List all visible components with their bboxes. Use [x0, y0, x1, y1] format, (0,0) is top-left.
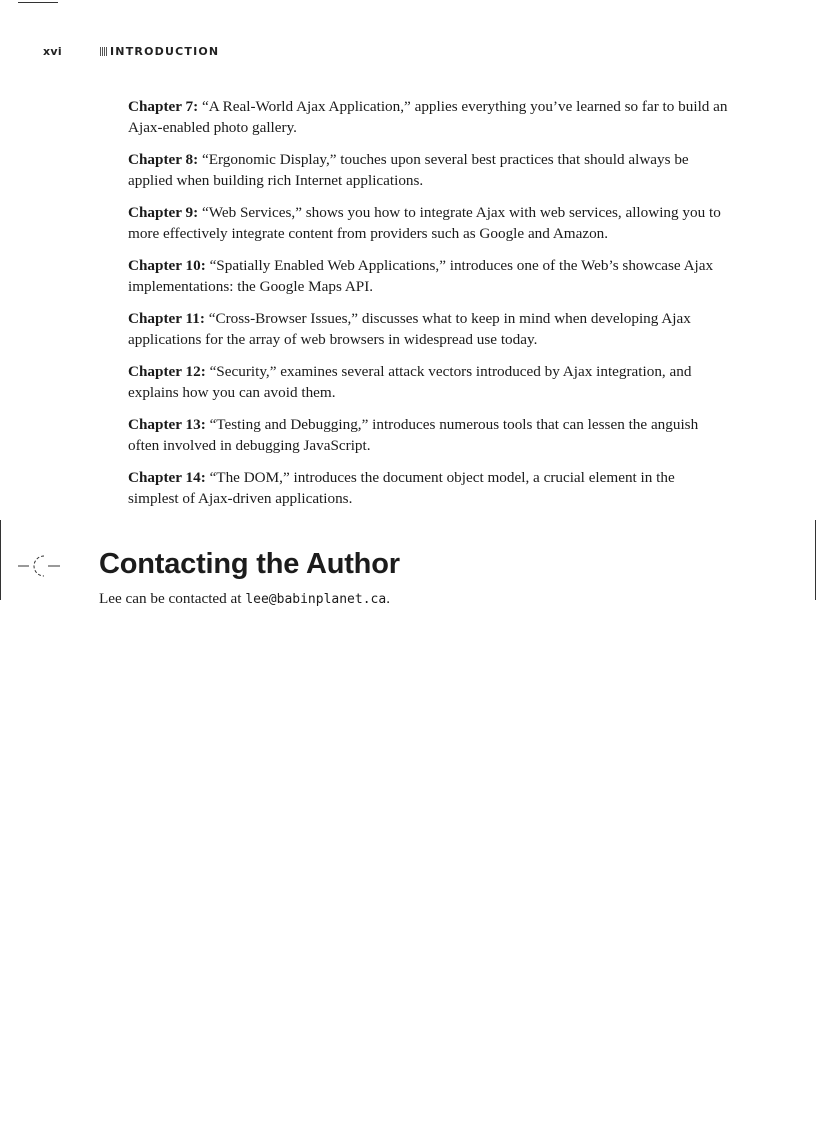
chapter-item [128, 361, 728, 403]
registration-mark-icon [18, 553, 64, 579]
running-header-title: INTRODUCTION [110, 44, 220, 58]
chapter-item [128, 255, 728, 297]
contact-email: lee@babinplanet.ca [245, 592, 387, 607]
chapter-item [128, 467, 728, 509]
chapter-description: “Spatially Enabled Web Applications,” introduces one of the Web’s showcase Ajax implementations: the Google Maps API. [128, 257, 714, 295]
contact-text: Lee can be contacted at [99, 590, 246, 607]
chapter-list [128, 96, 728, 520]
chapter-item [128, 96, 728, 138]
crop-mark-left [0, 520, 1, 600]
chapter-label: Chapter 10: [128, 257, 206, 274]
chapter-description: “Cross-Browser Issues,” discusses what to keep in mind when developing Ajax applications for the array of web browsers in widespread use today. [128, 310, 691, 348]
page-number: xvi [43, 44, 62, 58]
chapter-label: Chapter 7: [128, 98, 199, 115]
chapter-description: “Web Services,” shows you how to integrate Ajax with web services, allowing you to more effectively integrate content from providers such as Google and Amazon. [128, 204, 721, 242]
chapter-item [128, 414, 728, 456]
running-header [43, 44, 219, 58]
chapter-description: “A Real-World Ajax Application,” applies everything you’ve learned so far to build an Ajax-enabled photo gallery. [128, 98, 728, 136]
chapter-label: Chapter 8: [128, 151, 199, 168]
chapter-label: Chapter 9: [128, 204, 199, 221]
section-heading: Contacting the Author [99, 548, 400, 580]
chapter-description: “Security,” examines several attack vectors introduced by Ajax integration, and explains how you can avoid them. [128, 363, 692, 401]
chapter-label: Chapter 14: [128, 469, 206, 486]
chapter-label: Chapter 11: [128, 310, 205, 327]
header-bullet-icon [100, 47, 107, 56]
chapter-description: “Ergonomic Display,” touches upon several best practices that should always be applied when building rich Internet applications. [128, 151, 689, 189]
chapter-description: “The DOM,” introduces the document object model, a crucial element in the simplest of Ajax-driven applications. [128, 469, 675, 507]
crop-mark-top [18, 2, 58, 3]
chapter-item [128, 202, 728, 244]
chapter-item [128, 149, 728, 191]
chapter-label: Chapter 13: [128, 416, 206, 433]
contact-paragraph [99, 588, 390, 610]
chapter-description: “Testing and Debugging,” introduces numerous tools that can lessen the anguish often involved in debugging JavaScript. [128, 416, 699, 454]
chapter-item [128, 308, 728, 350]
contact-period: . [386, 590, 390, 607]
chapter-label: Chapter 12: [128, 363, 206, 380]
